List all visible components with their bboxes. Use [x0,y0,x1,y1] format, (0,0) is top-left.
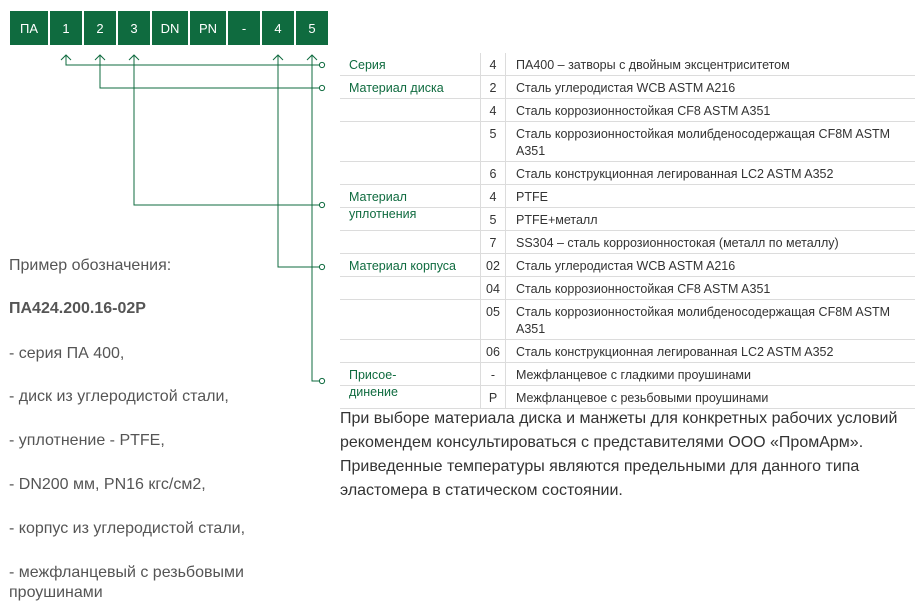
table-row [340,99,915,122]
code-box-5: 5 [296,11,328,45]
code-cell: 4 [480,99,506,121]
category-label: Материал корпуса [349,259,457,273]
code-cell: 5 [480,208,506,230]
code-box-1: 1 [50,11,82,45]
code-cell: 4 [480,185,506,207]
connector-body [278,55,319,267]
category-label: Материал диска [349,81,444,95]
category-label: Присое-динение [349,368,398,399]
code-cell: 5 [480,122,506,161]
connector-dot-seal [319,202,324,207]
example-line: - межфланцевый с резьбовыми проушинами [9,564,244,601]
description-cell: Сталь коррозионностойкая CF8 ASTM A351 [516,282,771,296]
description-cell: Сталь конструкционная легированная LC2 ASTM A352 [516,167,834,181]
table-row [340,53,915,76]
table-row [340,277,915,300]
code-cell: 06 [480,340,506,362]
code-cell: 05 [480,300,506,339]
connector-connection [312,55,319,381]
description-cell: Сталь коррозионностойкая молибденосодержащая CF8M ASTM A351 [516,127,891,158]
code-cell: 4 [480,53,506,75]
category-label: Серия [349,58,386,72]
description-cell: Межфланцевое с резьбовыми проушинами [516,391,769,405]
example-heading: Пример обозначения: [9,257,172,274]
code-cell: 2 [480,76,506,98]
description-cell: Сталь коррозионностойкая CF8 ASTM A351 [516,104,771,118]
table-row [340,340,915,363]
code-box-dash: - [228,11,260,45]
code-cell: - [480,363,506,385]
connector-disc [100,55,319,88]
example-line: - диск из углеродистой стали, [9,388,229,405]
example-line: - DN200 мм, PN16 кгс/см2, [9,476,206,493]
table-row [340,254,915,277]
description-cell: Сталь углеродистая WCB ASTM A216 [516,81,736,95]
code-box-2: 2 [84,11,116,45]
code-box-dn: DN [152,11,188,45]
connector-dot-body [319,264,324,269]
code-cell: 04 [480,277,506,299]
description-cell: Сталь конструкционная легированная LC2 ASTM A352 [516,345,834,359]
table-row [340,162,915,185]
code-box-4: 4 [262,11,294,45]
table-row [340,208,915,231]
example-line: - серия ПА 400, [9,345,125,362]
code-cell: 6 [480,162,506,184]
description-cell: Сталь коррозионностойкая молибденосодержащая CF8M ASTM A351 [516,305,891,336]
connector-dot-connection [319,378,324,383]
table-row [340,231,915,254]
example-line: - уплотнение - PTFE, [9,432,165,449]
description-cell: Межфланцевое с гладкими проушинами [516,368,752,382]
description-cell: SS304 – сталь коррозионностокая (металл по металлу) [516,236,839,250]
description-cell: PTFE [516,190,548,204]
example-designation: ПА424.200.16-02Р [9,300,146,317]
code-box-3: 3 [118,11,150,45]
table-row [340,76,915,99]
table-row [340,386,915,409]
example-line: - корпус из углеродистой стали, [9,520,246,537]
description-cell: Сталь углеродистая WCB ASTM A216 [516,259,736,273]
code-cell: P [480,386,506,408]
description-cell: ПА400 – затворы с двойным эксцентриситетом [516,58,790,72]
connector-dot-series [319,62,324,67]
table-row [340,122,915,162]
description-cell: PTFE+металл [516,213,598,227]
code-box-pa: ПА [10,11,48,45]
category-label: Материал уплотнения [349,190,417,221]
code-cell: 02 [480,254,506,276]
code-cell: 7 [480,231,506,253]
connector-series [66,55,319,65]
consultation-note: При выборе материала диска и манжеты для конкретных рабочих условий рекомендем консультироваться с представителями ООО «ПромАрм». Приведенные температуры являются предельными для данного типа эластомера в статическом состоянии. [340,410,898,499]
code-box-pn: PN [190,11,226,45]
table-row [340,300,915,340]
connector-seal [134,55,319,205]
connector-dot-disc [319,85,324,90]
